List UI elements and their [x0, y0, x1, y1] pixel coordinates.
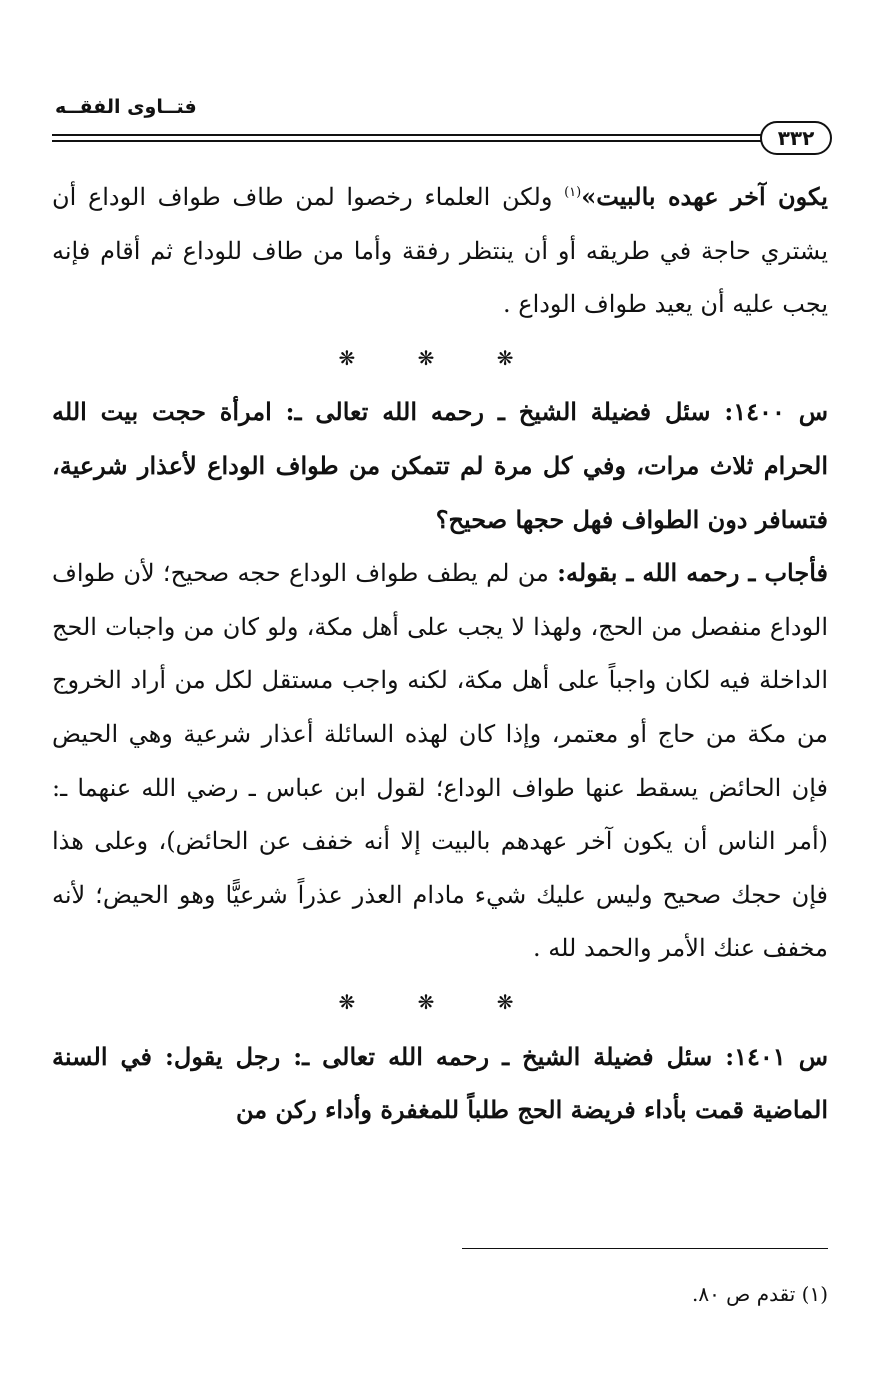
header-rule-bottom: [52, 140, 762, 142]
question-1400: س ١٤٠٠: سئل فضيلة الشيخ ـ رحمه الله تعالى ـ: امرأة حجت بيت الله الحرام ثلاث مرات، وفي كل مرة لم تتمكن من طواف الوداع لأعذار شرعية، فتسافر دون الطواف فهل حجها صحيح؟: [52, 397, 828, 534]
page-number: ٣٣٢: [760, 121, 832, 155]
footnote-rule: [462, 1248, 828, 1249]
answer-lead: فأجاب ـ رحمه الله ـ بقوله:: [557, 558, 828, 588]
answer-text: من لم يطف طواف الوداع حجه صحيح؛ لأن طواف الوداع منفصل من الحج، ولهذا لا يجب على أهل مكة، ولو كان من واجبات الحج الداخلة فيه لكان واجباً على أهل مكة، لكنه واجب مستقل لكل من أراد الخروج من مكة من حاج أو معتمر، وإذا كان لهذه السائلة أعذار شرعية وهي الحيض فإن الحائض يسقط عنها طواف الوداع؛ لقول ابن عباس ـ رضي الله عنهما ـ: (أمر الناس أن يكون آخر عهدهم بالبيت إلا أنه خفف عن الحائض)، وعلى هذا فإن حجك صحيح وليس عليك شيء مادام العذر عذراً شرعيًّا وهو الحيض؛ لأنه مخفف عنك الأمر والحمد لله .: [52, 559, 828, 963]
section-separator: ❋ ❋ ❋: [338, 345, 542, 370]
page-body: [52, 170, 828, 1137]
footnote-reference: (١): [564, 185, 582, 200]
hadith-quote: يكون آخر عهده بالبيت»: [581, 182, 828, 211]
paragraph-continuation: [52, 170, 828, 332]
paragraph-text: ولكن العلماء رخصوا لمن طاف طواف الوداع أن يشتري حاجة في طريقه أو أن ينتظر رفقة وأما من طاف للوداع ثم أقام فإنه يجب عليه أن يعيد طواف الوداع .: [52, 183, 828, 319]
question-1401: س ١٤٠١: سئل فضيلة الشيخ ـ رحمه الله تعالى ـ: رجل يقول: في السنة الماضية قمت بأداء فريضة الحج طلباً للمغفرة وأداء ركن من: [52, 1041, 829, 1125]
answer-1400: [52, 546, 828, 976]
header-rule-top: [52, 134, 762, 136]
section-separator: ❋ ❋ ❋: [338, 989, 542, 1014]
running-header-title: فتــاوى الفقــه: [55, 96, 197, 118]
footnote: (١) تقدم ص ٨٠.: [691, 1282, 828, 1306]
